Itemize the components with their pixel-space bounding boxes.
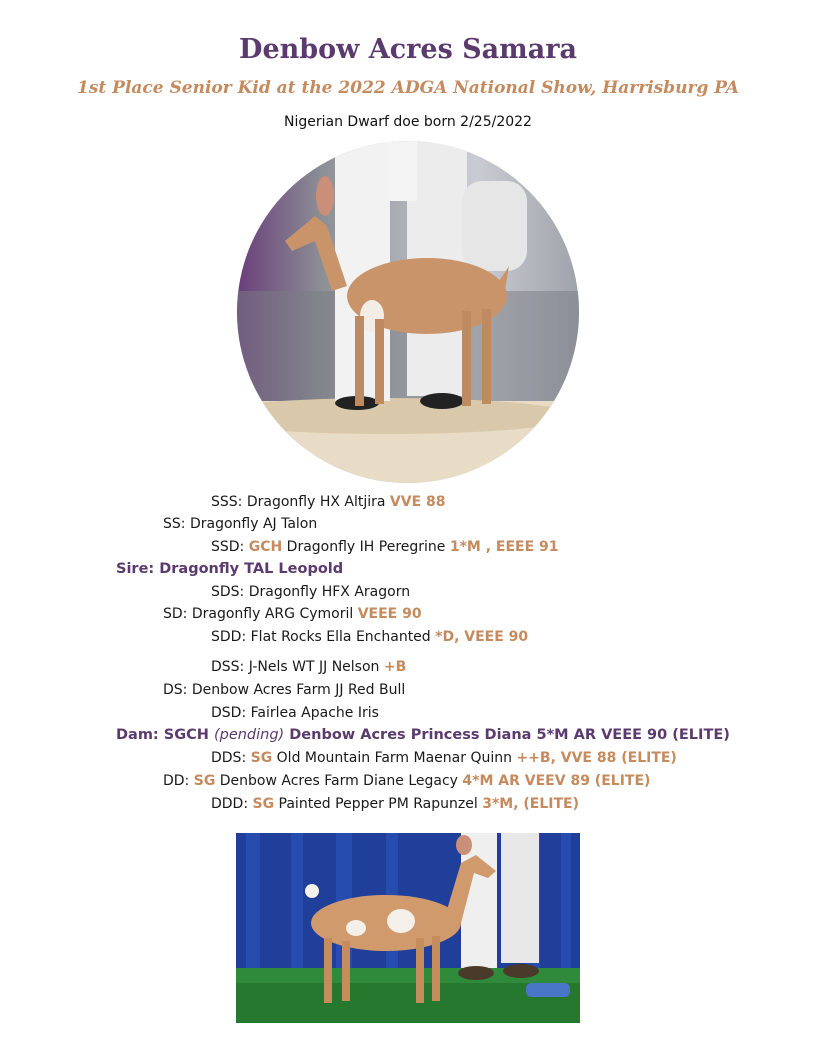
pedigree-name: Flat Rocks Ella Enchanted [250, 629, 436, 645]
pedigree-name: Denbow Acres Farm Diane Legacy [215, 773, 463, 789]
pedigree-dam [116, 727, 730, 743]
goat-show-photo-rect [236, 833, 580, 1023]
pedigree-ddd [211, 796, 579, 812]
pedigree-dss [211, 659, 406, 675]
pedigree-name: Denbow Acres Farm JJ Red Bull [191, 682, 406, 698]
pedigree-name: Dragonfly AJ Talon [189, 516, 318, 532]
pedigree-prefix: DSS: [211, 659, 249, 675]
pedigree-award: 3*M, (ELITE) [482, 796, 579, 812]
pedigree-prefix: DDD: [211, 796, 253, 812]
pedigree-name: Painted Pepper PM Rapunzel [274, 796, 483, 812]
pedigree-dam-rest: Denbow Acres Princess Diana 5*M AR VEEE 90 (ELITE) [284, 727, 730, 743]
pedigree-prefix: DD: [163, 773, 194, 789]
pedigree-dsd [211, 705, 379, 721]
pedigree-prefix: DSD: [211, 705, 251, 721]
goat-show-photo-circle [237, 141, 579, 483]
pedigree-award: *D, VEEE 90 [435, 629, 529, 645]
pedigree-prefix: DS: [163, 682, 192, 698]
pedigree-name: Old Mountain Farm Maenar Quinn [272, 750, 517, 766]
pedigree-name: Dragonfly ARG Cymoril [191, 606, 358, 622]
pedigree-award: +B [383, 659, 407, 675]
pedigree-dam-lead: Dam: SGCH [116, 727, 214, 743]
page-title: Denbow Acres Samara [239, 34, 577, 65]
pedigree-award: VEEE 90 [357, 606, 422, 622]
pedigree-prefix: SDD: [211, 629, 251, 645]
pedigree-prefix: SS: [163, 516, 190, 532]
pedigree-sds [211, 584, 410, 600]
pedigree-title: SG [250, 750, 273, 766]
pedigree-name: Dragonfly HFX Aragorn [248, 584, 411, 600]
pedigree-name: Fairlea Apache Iris [250, 705, 379, 721]
pedigree-prefix: SDS: [211, 584, 249, 600]
pedigree-title: SG [193, 773, 216, 789]
pedigree-prefix: DDS: [211, 750, 251, 766]
birth-info: Nigerian Dwarf doe born 2/25/2022 [284, 114, 532, 130]
page-subtitle: 1st Place Senior Kid at the 2022 ADGA National Show, Harrisburg PA [77, 78, 739, 98]
pedigree-award: ++B, VVE 88 (ELITE) [516, 750, 677, 766]
pedigree-title: GCH [248, 539, 283, 555]
pedigree-sd [163, 606, 422, 622]
pedigree-award: 1*M , EEEE 91 [449, 539, 559, 555]
pedigree-prefix: SSD: [211, 539, 249, 555]
pedigree-name: Dragonfly HX Altjira [246, 494, 390, 510]
pedigree-sss [211, 494, 446, 510]
pedigree-sdd [211, 629, 528, 645]
pedigree-name: Dragonfly IH Peregrine [282, 539, 450, 555]
pedigree-ds [163, 682, 405, 698]
pedigree-dd [163, 773, 650, 789]
pedigree-award: 4*M AR VEEV 89 (ELITE) [462, 773, 651, 789]
pedigree-dam-pending: (pending) [213, 727, 285, 743]
pedigree-award: VVE 88 [389, 494, 446, 510]
pedigree-dds [211, 750, 677, 766]
pedigree-ss [163, 516, 317, 532]
pedigree-prefix: SSS: [211, 494, 247, 510]
pedigree-prefix: SD: [163, 606, 192, 622]
pedigree-ssd [211, 539, 559, 555]
pedigree-name: J-Nels WT JJ Nelson [248, 659, 384, 675]
pedigree-sire: Sire: Dragonfly TAL Leopold [116, 561, 344, 577]
pedigree-title: SG [252, 796, 275, 812]
